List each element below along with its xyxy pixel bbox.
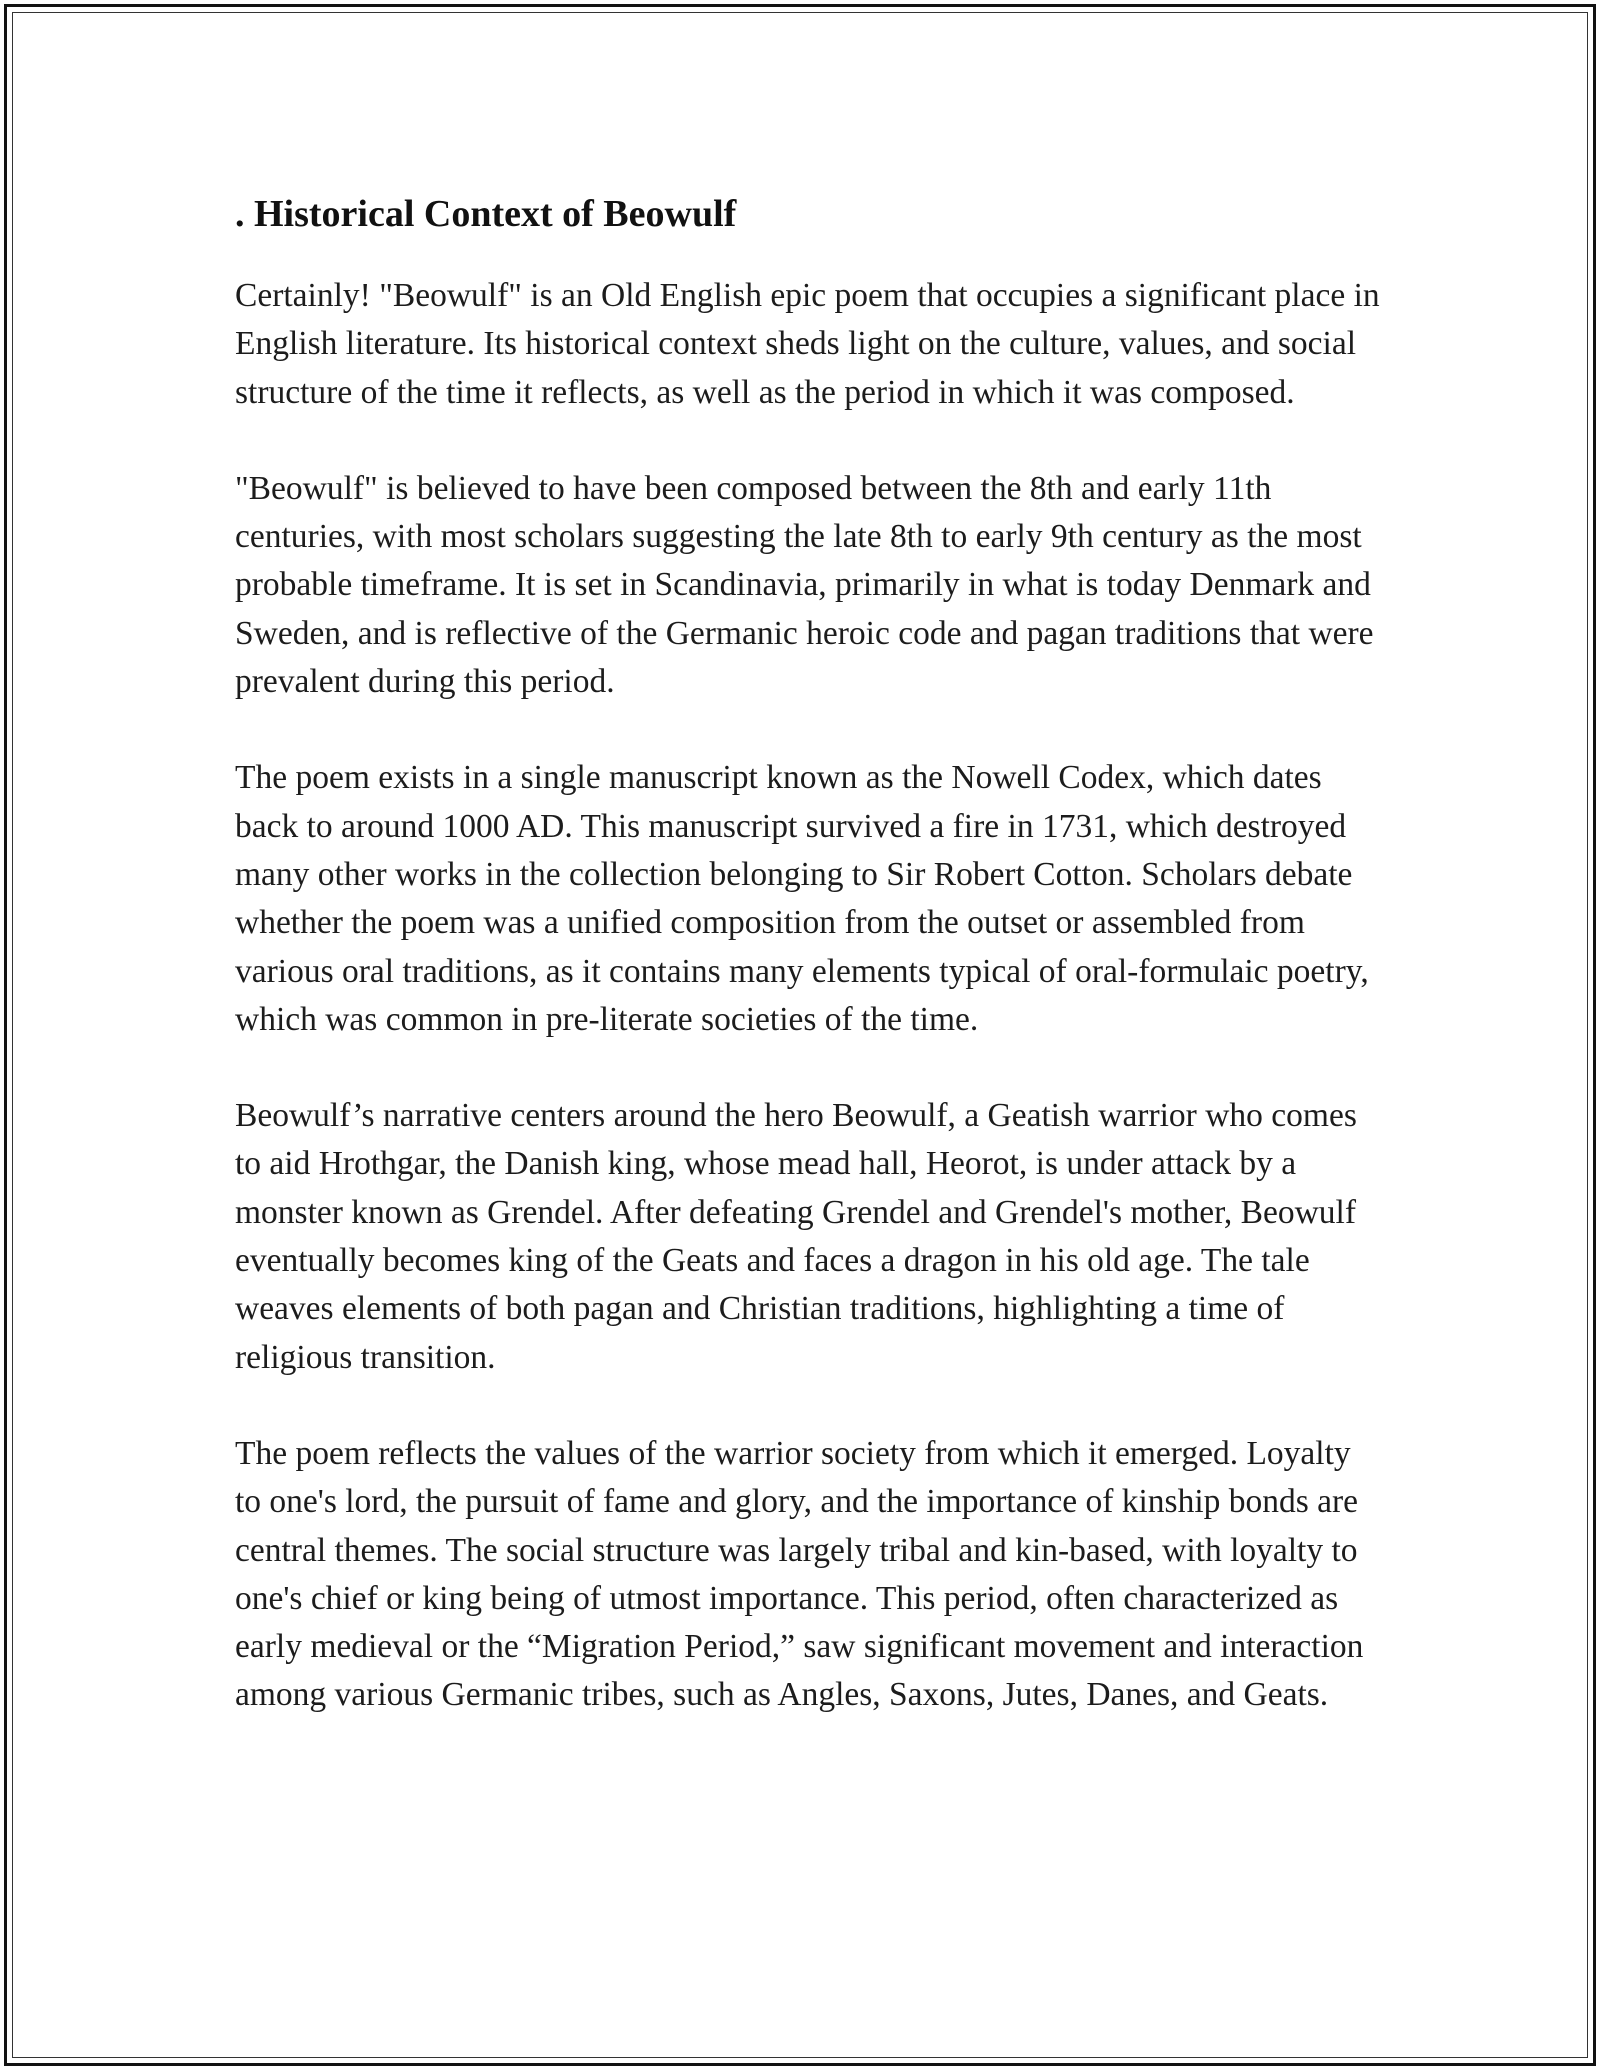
paragraph-values: The poem reflects the values of the warrior society from which it emerged. Loyalty to one's lord, the pursuit of fame and glory, and the importance of kinship bonds are central themes. The social structure was largely tribal and kin-based, with loyalty to one's chief or king being of utmost importance. This period, often characterized as early medieval or the “Migration Period,” saw significant movement and interaction among various Germanic tribes, such as Angles, Saxons, Jutes, Danes, and Geats. <box>235 1434 1364 1714</box>
paragraph-composition-date: "Beowulf" is believed to have been composed between the 8th and early 11th centuries, with most scholars suggesting the late 8th to early 9th century as the most probable timeframe. It is set in Scandinavia, primarily in what is today Denmark and Sweden, and is reflective of the Germanic heroic code and pagan traditions that were prevalent during this period. <box>235 469 1374 701</box>
paragraph-introduction: Certainly! "Beowulf" is an Old English epic poem that occupies a significant place in English literature. Its historical context sheds light on the culture, values, and social structure of the time it reflects, as well as the period in which it was composed. <box>235 277 1380 411</box>
document-title: . Historical Context of Beowulf <box>235 193 737 235</box>
paragraph-manuscript: The poem exists in a single manuscript known as the Nowell Codex, which dates back to around 1000 AD. This manuscript survived a fire in 1731, which destroyed many other works in the collection belonging to Sir Robert Cotton. Scholars debate whether the poem was a unified composition from the outset or assembled from various oral traditions, as it contains many elements typical of oral-formulaic poetry, which was common in pre-literate societies of the time. <box>235 759 1369 1038</box>
paragraph-narrative: Beowulf’s narrative centers around the hero Beowulf, a Geatish warrior who comes to aid Hrothgar, the Danish king, whose mead hall, Heorot, is under attack by a monster known as Grendel. After defeating Grendel and Grendel's mother, Beowulf eventually becomes king of the Geats and faces a dragon in his old age. The tale weaves elements of both pagan and Christian traditions, highlighting a time of religious transition. <box>235 1097 1357 1376</box>
document-body <box>235 186 1385 1720</box>
